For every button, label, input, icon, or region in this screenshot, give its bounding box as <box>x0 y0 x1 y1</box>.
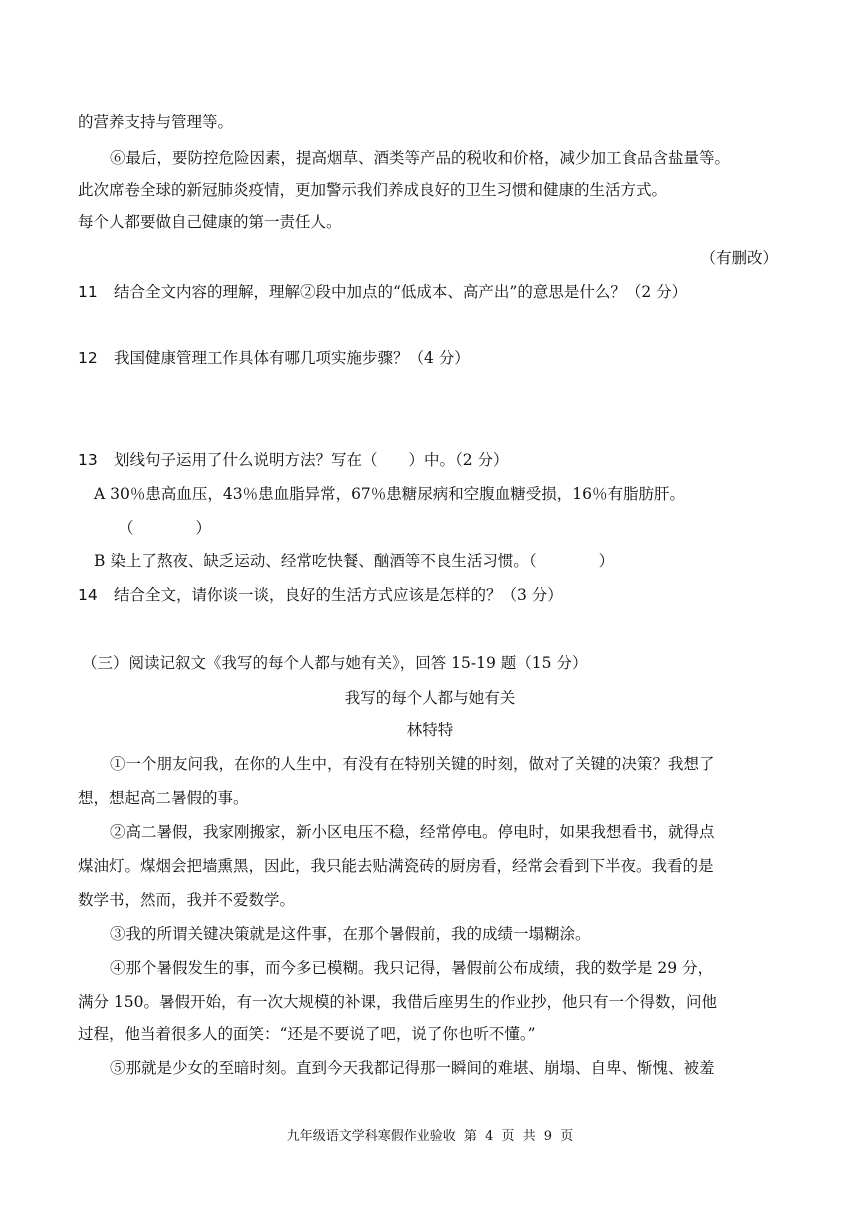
footer-text: 第 <box>463 1129 477 1144</box>
passage-line: 的营养支持与管理等。 <box>78 113 234 131</box>
paragraph-3: ③我的所谓关键决策就是这件事，在那个暑假前，我的成绩一塌糊涂。 <box>110 925 591 943</box>
article-title: 我写的每个人都与她有关 <box>344 689 516 707</box>
question-number: 14 <box>78 586 98 604</box>
option-a-blank: （ ） <box>118 519 212 537</box>
page-footer <box>0 1125 860 1144</box>
option-a: A 30％患高血压，43％患血脂异常，67％患糖尿病和空腹血糖受损，16％有脂肪肝。 <box>94 485 686 503</box>
question-number: 12 <box>78 349 98 367</box>
page-number: 4 <box>485 1129 494 1144</box>
question-text: 划线句子运用了什么说明方法？写在（ ）中。（2 分） <box>114 451 509 469</box>
footer-text: 页 <box>501 1129 515 1144</box>
footer-text: 页 <box>560 1129 574 1144</box>
footer-text: 共 <box>522 1129 536 1144</box>
paragraph-1-cont: 想，想起高二暑假的事。 <box>78 789 249 807</box>
passage-line: 每个人都要做自己健康的第一责任人。 <box>78 213 342 231</box>
paragraph-2: ②高二暑假，我家刚搬家，新小区电压不稳，经常停电。停电时，如果我想看书，就得点 <box>110 823 715 841</box>
question-text: 结合全文内容的理解，理解②段中加点的“低成本、高产出”的意思是什么？（2 分） <box>114 283 688 301</box>
footer-label: 九年级语文学科寒假作业验收 <box>286 1129 456 1144</box>
article-author: 林特特 <box>406 721 454 739</box>
paragraph-4-cont: 满分 150。暑假开始，有一次大规模的补课，我借后座男生的作业抄，他只有一个得数，问他 <box>78 993 718 1011</box>
paragraph-2-cont: 煤油灯。煤烟会把墙熏黑，因此，我只能去贴满瓷砖的厨房看，经常会看到下半夜。我看的是 <box>78 857 714 875</box>
question-12 <box>78 348 470 368</box>
passage-paragraph-6: ⑥最后，要防控危险因素，提高烟草、酒类等产品的税收和价格，减少加工食品含盐量等。 <box>110 149 731 167</box>
question-13 <box>78 450 509 470</box>
paragraph-5: ⑤那就是少女的至暗时刻。直到今天我都记得那一瞬间的难堪、崩塌、自卑、惭愧、被羞 <box>110 1059 715 1077</box>
passage-line: 此次席卷全球的新冠肺炎疫情，更加警示我们养成良好的卫生习惯和健康的生活方式。 <box>78 181 668 199</box>
paragraph-2-cont: 数学书，然而，我并不爱数学。 <box>78 891 296 909</box>
total-pages: 9 <box>543 1129 553 1144</box>
paragraph-4-cont: 过程，他当着很多人的面笑：“还是不要说了吧，说了你也听不懂。” <box>78 1025 536 1043</box>
question-text: 我国健康管理工作具体有哪几项实施步骤？（4 分） <box>114 349 470 367</box>
revision-note: （有删改） <box>700 249 778 267</box>
question-14 <box>78 585 563 605</box>
paragraph-4: ④那个暑假发生的事，而今多已模糊。我只记得，暑假前公布成绩，我的数学是 29 分， <box>110 959 714 977</box>
question-text: 结合全文，请你谈一谈，良好的生活方式应该是怎样的？（3 分） <box>114 586 563 604</box>
question-number: 13 <box>78 451 98 469</box>
section-heading: （三）阅读记叙文《我写的每个人都与她有关》，回答 15-19 题（15 分） <box>82 654 588 672</box>
question-number: 11 <box>78 283 98 301</box>
option-b: B 染上了熬夜、缺乏运动、经常吃快餐、酗酒等不良生活习惯。（ ） <box>94 552 615 570</box>
question-11 <box>78 282 687 302</box>
paragraph-1: ①一个朋友问我，在你的人生中，有没有在特别关键的时刻，做对了关键的决策？我想了 <box>110 755 715 773</box>
